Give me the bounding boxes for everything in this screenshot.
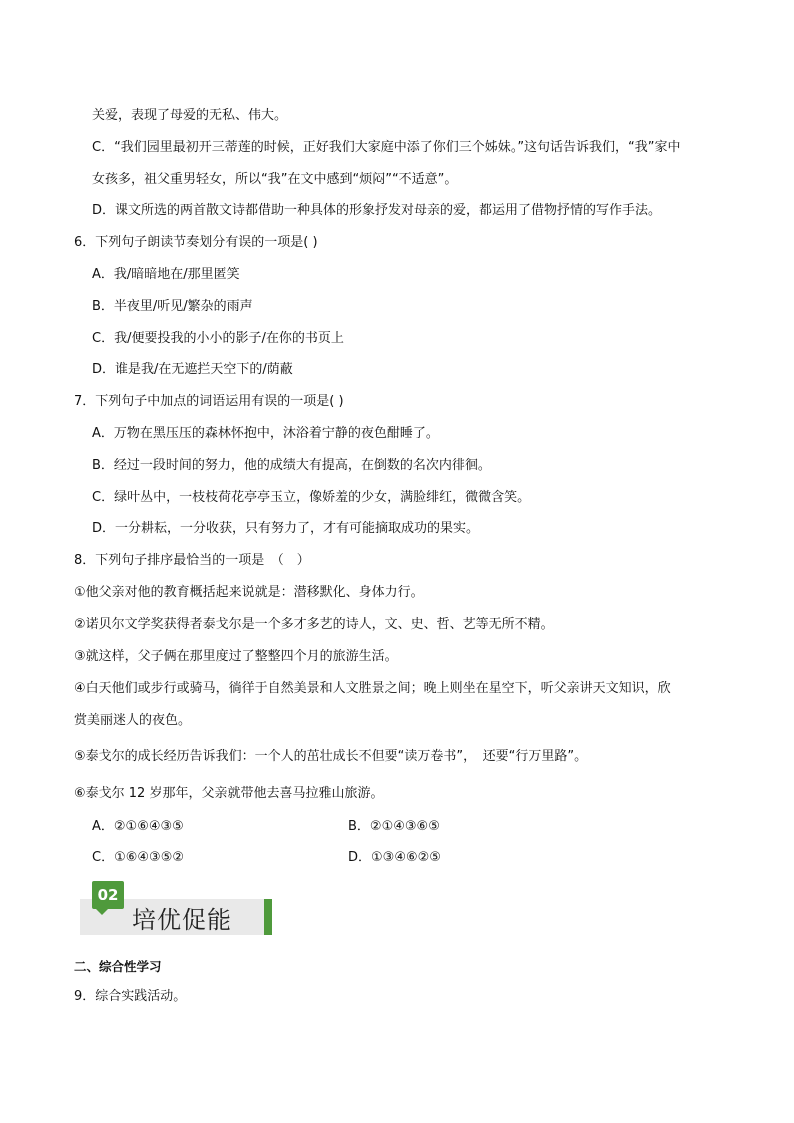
q8-sentence-6: ⑥泰戈尔 12 岁那年，父亲就带他去喜马拉雅山旅游。 (74, 786, 384, 801)
q8-option-d: D．①③④⑥②⑤ (348, 850, 441, 865)
q8-sentence-2: ②诺贝尔文学奖获得者泰戈尔是一个多才多艺的诗人，文、史、哲、艺等无所不精。 (74, 617, 554, 632)
q8-option-b: B．②①④③⑥⑤ (348, 819, 440, 834)
q8-stem: 8．下列句子排序最恰当的一项是 （ ） (74, 553, 310, 568)
q8-sentence-4-line2: 赏美丽迷人的夜色。 (74, 713, 192, 728)
q8-sentence-1: ①他父亲对他的教育概括起来说就是：潜移默化、身体力行。 (74, 585, 424, 600)
q5-option-c-line1: C．“我们园里最初开三蒂莲的时候，正好我们大家庭中添了你们三个姊妹。”这句话告诉我们，“我”家中 (92, 140, 681, 155)
banner-number-badge: 02 (92, 881, 124, 909)
q7-option-a: A．万物在黑压压的森林怀抱中，沐浴着宁静的夜色酣睡了。 (92, 426, 439, 441)
q6-stem: 6．下列句子朗读节奏划分有误的一项是( ) (74, 235, 318, 250)
q6-option-a: A．我/暗暗地在/那里匿笑 (92, 267, 240, 282)
q6-option-c: C．我/便要投我的小小的影子/在你的书页上 (92, 331, 344, 346)
q8-sentence-5: ⑤泰戈尔的成长经历告诉我们：一个人的茁壮成长不但要“读万卷书”， 还要“行万里路”。 (74, 749, 588, 764)
q8-option-a: A．②①⑥④③⑤ (92, 819, 184, 834)
q7-option-b: B．经过一段时间的努力，他的成绩大有提高，在倒数的名次内徘徊。 (92, 458, 491, 473)
section-banner (80, 879, 273, 935)
q7-option-c: C．绿叶丛中，一枝枝荷花亭亭玉立，像娇羞的少女，满脸绯红，微微含笑。 (92, 490, 531, 505)
q5-option-d: D．课文所选的两首散文诗都借助一种具体的形象抒发对母亲的爱，都运用了借物抒情的写作手法。 (92, 203, 662, 218)
q5-option-c-line2: 女孩多，祖父重男轻女，所以“我”在文中感到“烦闷”“不适意”。 (92, 172, 458, 187)
section-heading: 二、综合性学习 (74, 959, 162, 974)
q8-sentence-4-line1: ④白天他们或步行或骑马，徜徉于自然美景和人文胜景之间；晚上则坐在星空下，听父亲讲天文知识，欣 (74, 681, 671, 696)
q7-stem: 7．下列句子中加点的词语运用有误的一项是( ) (74, 394, 344, 409)
q8-sentence-3: ③就这样，父子俩在那里度过了整整四个月的旅游生活。 (74, 649, 398, 664)
banner-title: 培优促能 (132, 906, 232, 934)
q6-option-b: B．半夜里/听见/繁杂的雨声 (92, 299, 253, 314)
q9-stem: 9．综合实践活动。 (74, 989, 187, 1004)
q7-option-d: D．一分耕耘，一分收获，只有努力了，才有可能摘取成功的果实。 (92, 521, 480, 536)
q6-option-d: D．谁是我/在无遮拦天空下的/荫蔽 (92, 362, 293, 377)
banner-accent-bar (264, 899, 272, 935)
q5-option-b-continuation: 关爱，表现了母爱的无私、伟大。 (92, 108, 288, 123)
q8-option-c: C．①⑥④③⑤② (92, 850, 185, 865)
